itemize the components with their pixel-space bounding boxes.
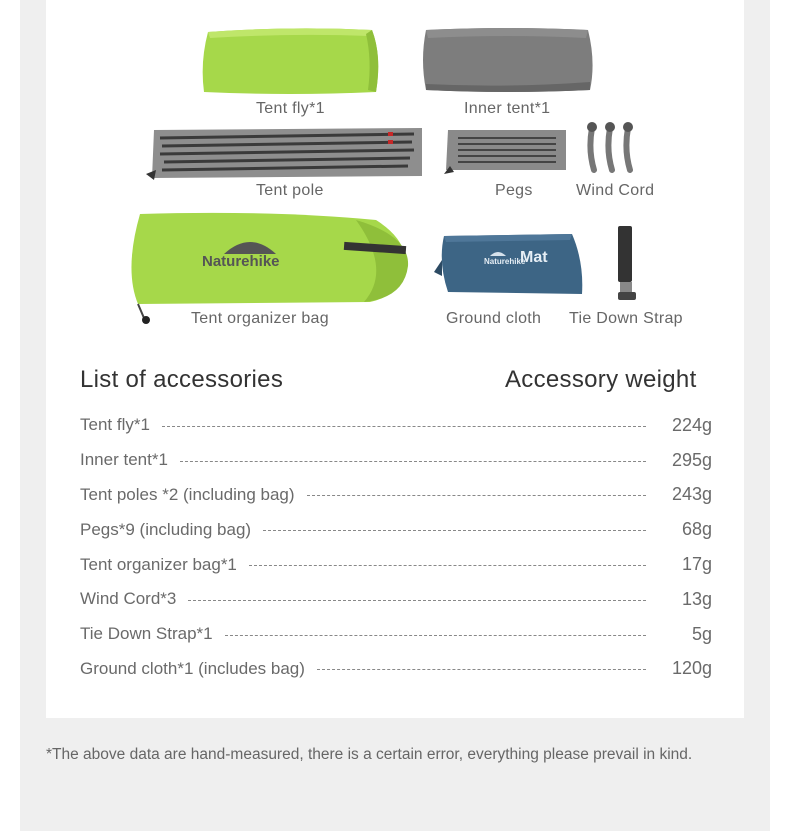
tent-fly-caption: Tent fly*1 <box>256 100 325 117</box>
dotted-leader <box>188 600 646 601</box>
accessory-name: Tent organizer bag*1 <box>80 554 237 574</box>
pegs-image <box>442 128 568 176</box>
dotted-leader <box>263 530 646 531</box>
accessory-row <box>80 408 712 443</box>
accessory-weight: 5g <box>691 623 712 644</box>
organizer-bag-image <box>120 210 412 326</box>
dotted-leader <box>162 426 646 427</box>
accessory-name: Tent poles *2 (including bag) <box>80 484 295 504</box>
tent-pole-caption: Tent pole <box>256 182 324 199</box>
inner-tent-caption: Inner tent*1 <box>464 100 551 117</box>
accessory-weight: 295g <box>671 449 712 470</box>
accessory-weight: 13g <box>681 588 712 609</box>
accessory-weight: 243g <box>671 484 712 505</box>
dotted-leader <box>249 565 646 566</box>
accessory-list <box>80 408 712 686</box>
accessory-row <box>80 652 712 687</box>
accessory-row <box>80 547 712 582</box>
accessory-row <box>80 617 712 652</box>
footnote: *The above data are hand-measured, there is a certain error, everything please prevail in kind. <box>46 746 693 763</box>
accessories-heading: List of accessories <box>80 366 284 393</box>
accessory-weight: 120g <box>671 658 712 679</box>
accessory-name: Ground cloth*1 (includes bag) <box>80 658 305 678</box>
inner-tent-image <box>420 26 596 96</box>
wind-cord-image <box>580 120 642 176</box>
accessory-row <box>80 582 712 617</box>
accessory-name: Inner tent*1 <box>80 450 168 470</box>
dotted-leader <box>225 635 646 636</box>
bag-logo: Naturehike <box>202 253 280 270</box>
mat-text: Mat <box>520 249 548 266</box>
dotted-leader <box>307 495 646 496</box>
organizer-bag-caption: Tent organizer bag <box>191 310 329 327</box>
accessory-row <box>80 478 712 513</box>
accessory-name: Pegs*9 (including bag) <box>80 519 252 539</box>
accessory-name: Tent fly*1 <box>80 415 150 435</box>
accessory-name: Wind Cord*3 <box>80 589 177 609</box>
wind-cord-caption: Wind Cord <box>576 182 655 199</box>
tie-down-strap-image <box>610 222 642 304</box>
dotted-leader <box>317 669 646 670</box>
tent-fly-image <box>200 26 384 98</box>
accessory-name: Tie Down Strap*1 <box>80 624 213 644</box>
accessory-weight: 224g <box>671 414 712 435</box>
tent-pole-image <box>142 124 426 184</box>
ground-cloth-image <box>432 232 586 298</box>
accessory-weight: 17g <box>681 554 712 575</box>
tie-down-strap-caption: Tie Down Strap <box>569 310 683 327</box>
accessory-row <box>80 443 712 478</box>
ground-cloth-caption: Ground cloth <box>446 310 542 327</box>
accessory-weight: 68g <box>681 519 712 540</box>
weight-heading: Accessory weight <box>505 366 697 393</box>
accessory-row <box>80 512 712 547</box>
dotted-leader <box>180 461 646 462</box>
ground-cloth-logo: Naturehike <box>484 257 526 266</box>
pegs-caption: Pegs <box>495 182 533 199</box>
